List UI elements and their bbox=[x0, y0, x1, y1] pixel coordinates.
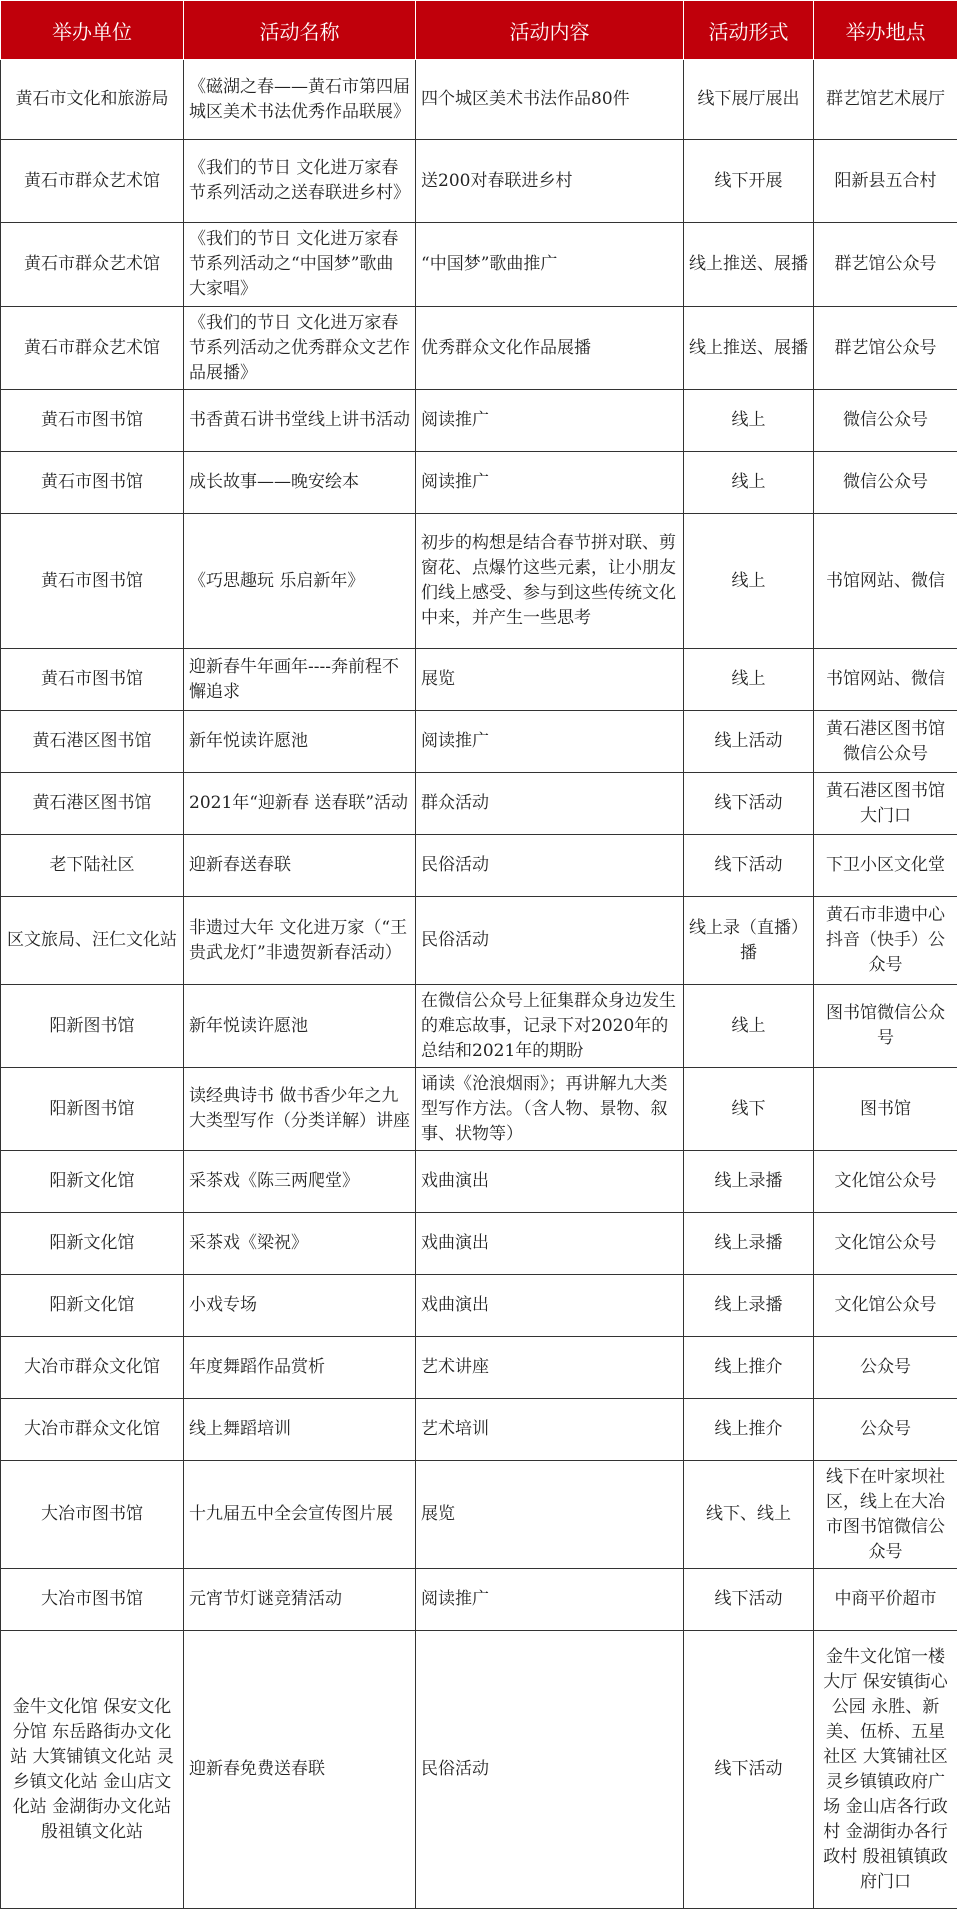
table-row bbox=[1, 1461, 957, 1569]
header-activity-name: 活动名称 bbox=[184, 1, 416, 60]
cell-activity-form: 线上推送、展播 bbox=[684, 223, 814, 307]
cell-activity-content: 艺术培训 bbox=[416, 1399, 684, 1461]
cell-activity-form: 线上推送、展播 bbox=[684, 307, 814, 390]
cell-venue: 公众号 bbox=[814, 1399, 957, 1461]
cell-venue: 文化馆公众号 bbox=[814, 1151, 957, 1213]
cell-venue: 金牛文化馆一楼大厅 保安镇街心公园 永胜、新美、伍桥、五星社区 大箕铺社区 灵乡镇镇政府广场 金山店各行政村 金湖街办各行政村 殷祖镇镇政府门口 bbox=[814, 1631, 957, 1909]
table-row bbox=[1, 390, 957, 452]
cell-activity-name: 书香黄石讲书堂线上讲书活动 bbox=[184, 390, 416, 452]
cell-organizer: 黄石市群众艺术馆 bbox=[1, 223, 184, 307]
header-venue: 举办地点 bbox=[814, 1, 957, 60]
cell-activity-name: 元宵节灯谜竞猜活动 bbox=[184, 1569, 416, 1631]
cell-activity-form: 线下活动 bbox=[684, 835, 814, 897]
cell-activity-content: 送200对春联进乡村 bbox=[416, 140, 684, 223]
cell-activity-form: 线上推介 bbox=[684, 1337, 814, 1399]
cell-activity-content: 戏曲演出 bbox=[416, 1275, 684, 1337]
cell-activity-form: 线上录播 bbox=[684, 1213, 814, 1275]
cell-venue: 书馆网站、微信 bbox=[814, 514, 957, 649]
cell-organizer: 黄石市群众艺术馆 bbox=[1, 140, 184, 223]
cell-activity-content: 诵读《沧浪烟雨》；再讲解九大类型写作方法。（含人物、景物、叙事、状物等） bbox=[416, 1068, 684, 1151]
cell-venue: 中商平价超市 bbox=[814, 1569, 957, 1631]
table-row bbox=[1, 897, 957, 985]
cell-organizer: 老下陆社区 bbox=[1, 835, 184, 897]
cell-organizer: 阳新图书馆 bbox=[1, 1068, 184, 1151]
cell-organizer: 金牛文化馆 保安文化分馆 东岳路街办文化站 大箕铺镇文化站 灵乡镇文化站 金山店文化站 金湖街办文化站 殷祖镇文化站 bbox=[1, 1631, 184, 1909]
cell-organizer: 黄石市文化和旅游局 bbox=[1, 60, 184, 140]
header-activity-form: 活动形式 bbox=[684, 1, 814, 60]
cell-venue: 群艺馆艺术展厅 bbox=[814, 60, 957, 140]
table-row bbox=[1, 1399, 957, 1461]
cell-venue: 文化馆公众号 bbox=[814, 1213, 957, 1275]
table-row bbox=[1, 60, 957, 140]
cell-activity-name: 迎新春送春联 bbox=[184, 835, 416, 897]
cell-activity-name: 迎新春牛年画年----奔前程不懈追求 bbox=[184, 649, 416, 711]
cell-activity-name: 2021年“迎新春 送春联”活动 bbox=[184, 773, 416, 835]
cell-activity-form: 线下活动 bbox=[684, 773, 814, 835]
cell-activity-name: 非遗过大年 文化进万家（“王贵武龙灯”非遗贺新春活动） bbox=[184, 897, 416, 985]
cell-venue: 图书馆微信公众号 bbox=[814, 985, 957, 1068]
cell-organizer: 阳新图书馆 bbox=[1, 985, 184, 1068]
table-row bbox=[1, 1569, 957, 1631]
cell-activity-form: 线上 bbox=[684, 649, 814, 711]
cell-activity-name: 采茶戏《陈三两爬堂》 bbox=[184, 1151, 416, 1213]
cell-venue: 阳新县五合村 bbox=[814, 140, 957, 223]
cell-activity-form: 线上录（直播）播 bbox=[684, 897, 814, 985]
cell-activity-content: 阅读推广 bbox=[416, 452, 684, 514]
cell-activity-name: 新年悦读许愿池 bbox=[184, 985, 416, 1068]
table-row bbox=[1, 1631, 957, 1909]
cell-activity-form: 线上推介 bbox=[684, 1399, 814, 1461]
cell-activity-content: “中国梦”歌曲推广 bbox=[416, 223, 684, 307]
cell-activity-form: 线上活动 bbox=[684, 711, 814, 773]
cell-activity-form: 线上 bbox=[684, 514, 814, 649]
table-row bbox=[1, 1337, 957, 1399]
cell-organizer: 黄石港区图书馆 bbox=[1, 711, 184, 773]
table-row bbox=[1, 985, 957, 1068]
cell-activity-name: 《我们的节日 文化进万家春节系列活动之送春联进乡村》 bbox=[184, 140, 416, 223]
cell-activity-form: 线下活动 bbox=[684, 1631, 814, 1909]
table-row bbox=[1, 140, 957, 223]
cell-activity-name: 小戏专场 bbox=[184, 1275, 416, 1337]
header-activity-content: 活动内容 bbox=[416, 1, 684, 60]
header-row bbox=[1, 1, 957, 60]
cell-venue: 黄石市非遗中心抖音（快手）公众号 bbox=[814, 897, 957, 985]
cell-organizer: 阳新文化馆 bbox=[1, 1275, 184, 1337]
cell-venue: 下卫小区文化堂 bbox=[814, 835, 957, 897]
cell-venue: 图书馆 bbox=[814, 1068, 957, 1151]
cell-activity-form: 线上录播 bbox=[684, 1275, 814, 1337]
cell-activity-content: 展览 bbox=[416, 649, 684, 711]
header-organizer: 举办单位 bbox=[1, 1, 184, 60]
cell-activity-content: 群众活动 bbox=[416, 773, 684, 835]
cell-venue: 群艺馆公众号 bbox=[814, 223, 957, 307]
cell-activity-form: 线下活动 bbox=[684, 1569, 814, 1631]
cell-organizer: 大冶市图书馆 bbox=[1, 1569, 184, 1631]
table-row bbox=[1, 1275, 957, 1337]
table-row bbox=[1, 223, 957, 307]
cell-activity-content: 民俗活动 bbox=[416, 1631, 684, 1909]
cell-activity-name: 《巧思趣玩 乐启新年》 bbox=[184, 514, 416, 649]
cell-activity-content: 初步的构想是结合春节拼对联、剪窗花、点爆竹这些元素，让小朋友们线上感受、参与到这些传统文化中来，并产生一些思考 bbox=[416, 514, 684, 649]
cell-activity-form: 线下开展 bbox=[684, 140, 814, 223]
cell-activity-form: 线下展厅展出 bbox=[684, 60, 814, 140]
cell-activity-form: 线上 bbox=[684, 452, 814, 514]
cell-activity-name: 《我们的节日 文化进万家春节系列活动之优秀群众文艺作品展播》 bbox=[184, 307, 416, 390]
cell-venue: 群艺馆公众号 bbox=[814, 307, 957, 390]
cell-activity-name: 采茶戏《梁祝》 bbox=[184, 1213, 416, 1275]
table-row bbox=[1, 649, 957, 711]
cell-activity-name: 迎新春免费送春联 bbox=[184, 1631, 416, 1909]
cell-organizer: 黄石市图书馆 bbox=[1, 514, 184, 649]
cell-organizer: 黄石市图书馆 bbox=[1, 452, 184, 514]
cell-activity-content: 四个城区美术书法作品80件 bbox=[416, 60, 684, 140]
cell-venue: 公众号 bbox=[814, 1337, 957, 1399]
cell-activity-content: 戏曲演出 bbox=[416, 1213, 684, 1275]
cell-activity-form: 线上 bbox=[684, 390, 814, 452]
cell-organizer: 黄石港区图书馆 bbox=[1, 773, 184, 835]
cell-organizer: 黄石市图书馆 bbox=[1, 649, 184, 711]
table-row bbox=[1, 307, 957, 390]
cell-venue: 微信公众号 bbox=[814, 452, 957, 514]
cell-organizer: 黄石市图书馆 bbox=[1, 390, 184, 452]
table-row bbox=[1, 773, 957, 835]
cell-organizer: 区文旅局、汪仁文化站 bbox=[1, 897, 184, 985]
cell-activity-content: 在微信公众号上征集群众身边发生的难忘故事，记录下对2020年的总结和2021年的期盼 bbox=[416, 985, 684, 1068]
cell-organizer: 阳新文化馆 bbox=[1, 1151, 184, 1213]
cell-activity-content: 优秀群众文化作品展播 bbox=[416, 307, 684, 390]
table-row bbox=[1, 1151, 957, 1213]
cell-activity-name: 成长故事——晚安绘本 bbox=[184, 452, 416, 514]
cell-organizer: 大冶市图书馆 bbox=[1, 1461, 184, 1569]
cell-activity-name: 十九届五中全会宣传图片展 bbox=[184, 1461, 416, 1569]
cell-venue: 书馆网站、微信 bbox=[814, 649, 957, 711]
cell-activity-name: 年度舞蹈作品赏析 bbox=[184, 1337, 416, 1399]
cell-activity-content: 展览 bbox=[416, 1461, 684, 1569]
cell-activity-name: 《磁湖之春——黄石市第四届城区美术书法优秀作品联展》 bbox=[184, 60, 416, 140]
cell-activity-name: 新年悦读许愿池 bbox=[184, 711, 416, 773]
cell-venue: 黄石港区图书馆微信公众号 bbox=[814, 711, 957, 773]
table-row bbox=[1, 1068, 957, 1151]
table-row bbox=[1, 1213, 957, 1275]
cell-organizer: 大冶市群众文化馆 bbox=[1, 1337, 184, 1399]
cell-activity-name: 线上舞蹈培训 bbox=[184, 1399, 416, 1461]
cell-activity-name: 《我们的节日 文化进万家春节系列活动之“中国梦”歌曲大家唱》 bbox=[184, 223, 416, 307]
table-row bbox=[1, 711, 957, 773]
cell-activity-content: 阅读推广 bbox=[416, 390, 684, 452]
cell-venue: 线下在叶家坝社区，线上在大冶市图书馆微信公众号 bbox=[814, 1461, 957, 1569]
cell-activity-form: 线上录播 bbox=[684, 1151, 814, 1213]
cell-activity-content: 民俗活动 bbox=[416, 835, 684, 897]
cell-organizer: 阳新文化馆 bbox=[1, 1213, 184, 1275]
cell-activity-form: 线下、线上 bbox=[684, 1461, 814, 1569]
table-row bbox=[1, 835, 957, 897]
cell-organizer: 大冶市群众文化馆 bbox=[1, 1399, 184, 1461]
cell-activity-content: 阅读推广 bbox=[416, 1569, 684, 1631]
table-row bbox=[1, 452, 957, 514]
cell-activity-content: 阅读推广 bbox=[416, 711, 684, 773]
cell-activity-name: 读经典诗书 做书香少年之九大类型写作（分类详解）讲座 bbox=[184, 1068, 416, 1151]
cell-venue: 文化馆公众号 bbox=[814, 1275, 957, 1337]
cell-activity-content: 艺术讲座 bbox=[416, 1337, 684, 1399]
cell-activity-content: 民俗活动 bbox=[416, 897, 684, 985]
cell-organizer: 黄石市群众艺术馆 bbox=[1, 307, 184, 390]
cell-activity-form: 线下 bbox=[684, 1068, 814, 1151]
cell-venue: 微信公众号 bbox=[814, 390, 957, 452]
cell-venue: 黄石港区图书馆大门口 bbox=[814, 773, 957, 835]
cell-activity-content: 戏曲演出 bbox=[416, 1151, 684, 1213]
cell-activity-form: 线上 bbox=[684, 985, 814, 1068]
table-row bbox=[1, 514, 957, 649]
